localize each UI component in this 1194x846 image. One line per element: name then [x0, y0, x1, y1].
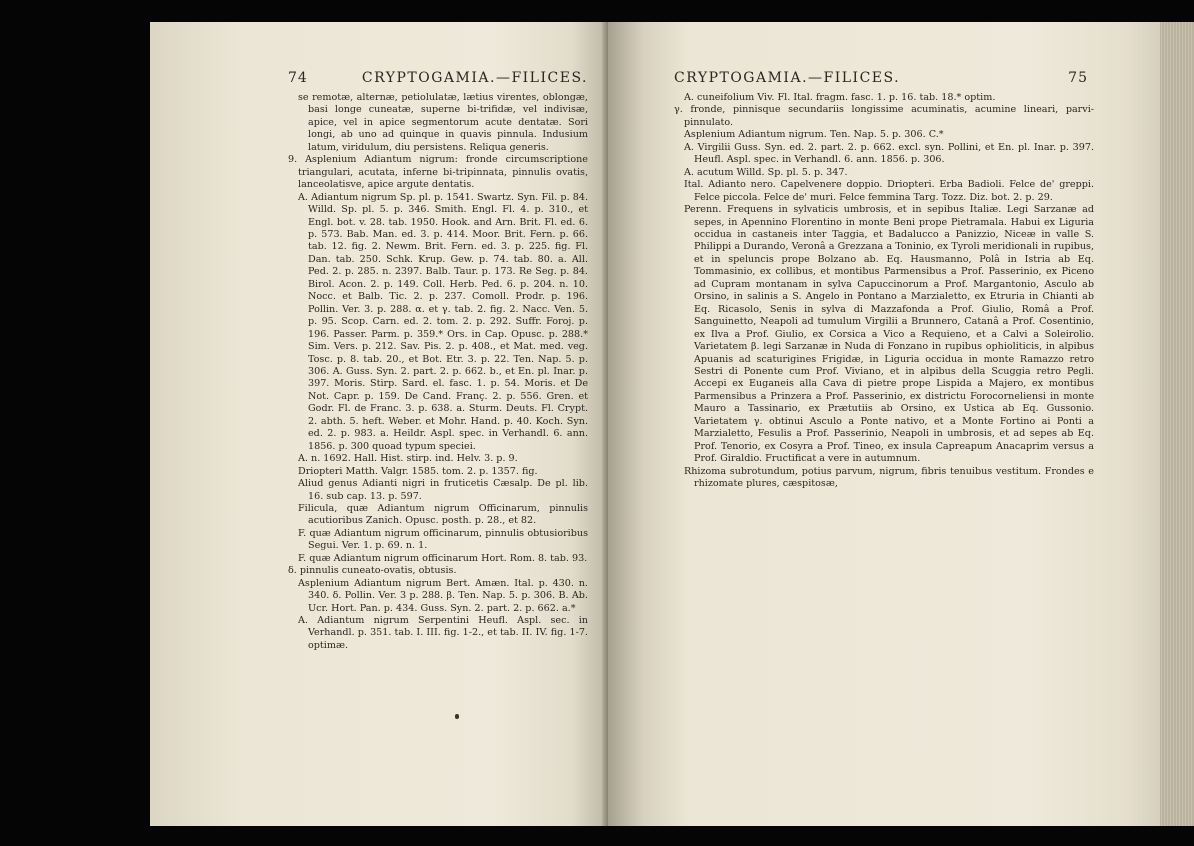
paragraph: A. Virgilii Guss. Syn. ed. 2. part. 2. p. 662. excl. syn. Pollini, et En. pl. Inar. p. 397. Heufl. Aspl. spec. in Verhandl. 6. ann. 1856. p. 306. [684, 141, 1094, 166]
page-edges [1160, 22, 1194, 826]
paragraph: δ. pinnulis cuneato-ovatis, obtusis. [288, 565, 457, 577]
paragraph: Ital. Adianto nero. Capelvenere doppio. Driopteri. Erba Badioli. Felce de' greppi. Felce piccola. Felce de' muri. Felce femmina Targ. Tozz. Diz. bot. 2. p. 29. [684, 179, 1094, 203]
left-page-header [288, 70, 588, 86]
left-page [150, 22, 608, 826]
paragraph: A. acutum Willd. Sp. pl. 5. p. 347. [684, 166, 848, 178]
paragraph: Asplenium Adiantum nigrum. Ten. Nap. 5. p. 306. C.* [684, 129, 944, 141]
paragraph: se remotæ, alternæ, petiolulatæ, lætius virentes, oblongæ, basi longe cuneatæ, superne bi-trifidæ, vel indivisæ, apice, vel in apice segmentorum acute dentatæ. Sori longi, ab uno ad quinque in quavis pinnula. Indusium latum, viridulum, diu persistens. Reliqua generis. [298, 92, 588, 153]
right-page [608, 22, 1194, 826]
left-running-head: CRYPTOGAMIA.—FILICES. [361, 70, 588, 86]
paragraph: Aliud genus Adianti nigri in fruticetis Cæsalp. De pl. lib. 16. sub cap. 13. p. 597. [298, 478, 588, 502]
right-page-text [674, 92, 1094, 491]
paragraph: A. cuneifolium Viv. Fl. Ital. fragm. fasc. 1. p. 16. tab. 18.* optim. [684, 92, 996, 103]
paragraph: Perenn. Frequens in sylvaticis umbrosis, et in sepibus Italiæ. Legi Sarzanæ ad sepes, in Apennino Florentino in monte Beni prope Pietramala. Habui ex Liguria occidua in castaneis inter Taggia, et Badalucco a Panizzio, Niceæ in valle S. Philippi a Durando, Veronâ a Grezzana a Toninio, ex Tyroli meridionali in rupibus, et in speluncis prope Bolzano ab. Eq. Hausmanno, Polâ in Istria ab Eq. Tommasinio, ex collibus, et montibus Parmensibus a Prof. Passerinio, ex Piceno ad Cupram montanam in sylva Capuccinorum a Prof. Margantonio, Asculo ab Orsino, in salinis a S. Angelo in Pontano a Marzialetto, ex Etruria in Chianti ab Eq. Ricasolo, Senis in sylva di Mazzafonda a Prof. Giulio, Româ a Prof. Sanguinetto, Neapoli ad tumulum Virgilii a Brunnero, Catanâ a Prof. Cosentinio, ex Ilva a Prof. Giulio, ex Corsica a Vico a Requieno, et a Calvi a Soleirolio. Varietatem β. legi Sarzanæ in Nuda di Fonzano in rupibus ophioliticis, in alpibus Apuanis ad scaturigines Frigidæ, in Liguria occidua in monte Ramazzo retro Sestri di Ponente cum Prof. Viviano, et in alpibus della Scuggia retro Pegli. Accepi ex Euganeis alla Cava di pietre prope Lispida a Majero, ex montibus Parmensibus a Prinzera a Prof. Passerinio, ex districtu Forocorneliensi in monte Mauro a Tassinario, ex Prætutiis ab Orsino, ex Ustica ab Eq. Gussonio. Varietatem γ. obtinui Asculo a Ponte nativo, et a Monte Fortino ai Ponti a Marzialetto, Fesulis a Prof. Passerinio, Neapoli in umbrosis, et ad sepes ab Eq. Prof. Tenorio, ex Cosyra a Prof. Tineo, ex insula Capreарum Anacaprim versus a Prof. Giraldio. Fructificat a vere in autumnum. [684, 204, 1094, 465]
left-page-text [288, 92, 588, 652]
paragraph: Filicula, quæ Adiantum nigrum Officinarum, pinnulis acutioribus Zanich. Opusc. posth. p. 28., et 82. [298, 502, 588, 527]
paragraph: F. quæ Adiantum nigrum officinarum, pinnulis obtusioribus Segui. Ver. 1. p. 69. n. 1. [298, 527, 588, 552]
paragraph: 9. Asplenium Adiantum nigrum: fronde circumscriptione triangulari, acutata, inferne bi-tripinnata, pinnulis ovatis, lanceolatisve, apice argute dentatis. [288, 154, 588, 191]
right-page-header [674, 70, 1094, 86]
right-page-number: 75 [1068, 70, 1088, 86]
left-page-number: 74 [288, 70, 308, 86]
paragraph: Driopteri Matth. Valgr. 1585. tom. 2. p. 1357. fig. [298, 465, 538, 477]
book-scan [150, 22, 1194, 826]
paragraph: A. n. 1692. Hall. Hist. stirp. ind. Helv. 3. p. 9. [298, 453, 518, 465]
right-running-head: CRYPTOGAMIA.—FILICES. [674, 70, 901, 86]
ink-spot [455, 714, 459, 719]
paragraph: A. Adiantum nigrum Serpentini Heufl. Aspl. sec. in Verhandl. p. 351. tab. I. III. fig. 1-2., et tab. II. IV. fig. 1-7. optimæ. [298, 615, 588, 651]
paragraph: Rhizoma subrotundum, potius parvum, nigrum, fibris tenuibus vestitum. Frondes e rhizomate plures, cæspitosæ, [684, 465, 1094, 490]
paragraph: F. quæ Adiantum nigrum officinarum Hort. Rom. 8. tab. 93. [298, 552, 588, 564]
paragraph: γ. fronde, pinnisque secundariis longissime acuminatis, acumine lineari, parvi-pinnulato. [674, 104, 1094, 128]
paragraph: Asplenium Adiantum nigrum Bert. Amæn. Ital. p. 430. n. 340. δ. Pollin. Ver. 3 p. 288. β. Ten. Nap. 5. p. 306. B. Ab. Ucr. Hort. Pan. p. 434. Guss. Syn. 2. part. 2. p. 662. a.* [298, 577, 588, 614]
paragraph: A. Adiantum nigrum Sp. pl. p. 1541. Swartz. Syn. Fil. p. 84. Willd. Sp. pl. 5. p. 346. Smith. Engl. Fl. 4. p. 310., et Engl. bot. v. 28. tab. 1950. Hook. and Arn. Brit. Fl. ed. 6. p. 573. Bab. Man. ed. 3. p. 414. Moor. Brit. Fern. p. 66. tab. 12. fig. 2. Newm. Brit. Fern. ed. 3. p. 225. fig. Fl. Dan. tab. 250. Schk. Krup. Gew. p. 74. tab. 80. a. All. Ped. 2. p. 285. n. 2397. Balb. Taur. p. 173. Re Seg. p. 84. Birol. Acon. 2. p. 149. Coll. Herb. Ped. 6. p. 204. n. 10. Nocc. et Balb. Tic. 2. p. 237. Comoll. Prodr. p. 196. Pollin. Ver. 3. p. 288. α. et γ. tab. 2. fig. 2. Nacc. Ven. 5. p. 95. Scop. Carn. ed. 2. tom. 2. p. 292. Suffr. Foroj. p. 196. Passer. Parm. p. 359.* Ors. in Cap. Opusc. p. 288.* Sim. Vers. p. 212. Sav. Pis. 2. p. 408., et Mat. med. veg. Tosc. p. 8. tab. 20., et Bot. Etr. 3. p. 22. Ten. Nap. 5. p. 306. A. Guss. Syn. 2. part. 2. p. 662. b., et En. pl. Inar. p. 397. Moris. Stirp. Sard. el. fasc. 1. p. 54. Moris. et De Not. Capr. p. 159. De Cand. Franç. 2. p. 556. Gren. et Godr. Fl. de Franc. 3. p. 638. a. Sturm. Deuts. Fl. Crypt. 2. abth. 5. heft. Weber. et Mohr. Hand. p. 40. Koch. Syn. ed. 2. p. 983. a. Heildr. Aspl. spec. in Verhandl. 6. ann. 1856. p. 300 quoad typum speciei. [298, 191, 588, 452]
